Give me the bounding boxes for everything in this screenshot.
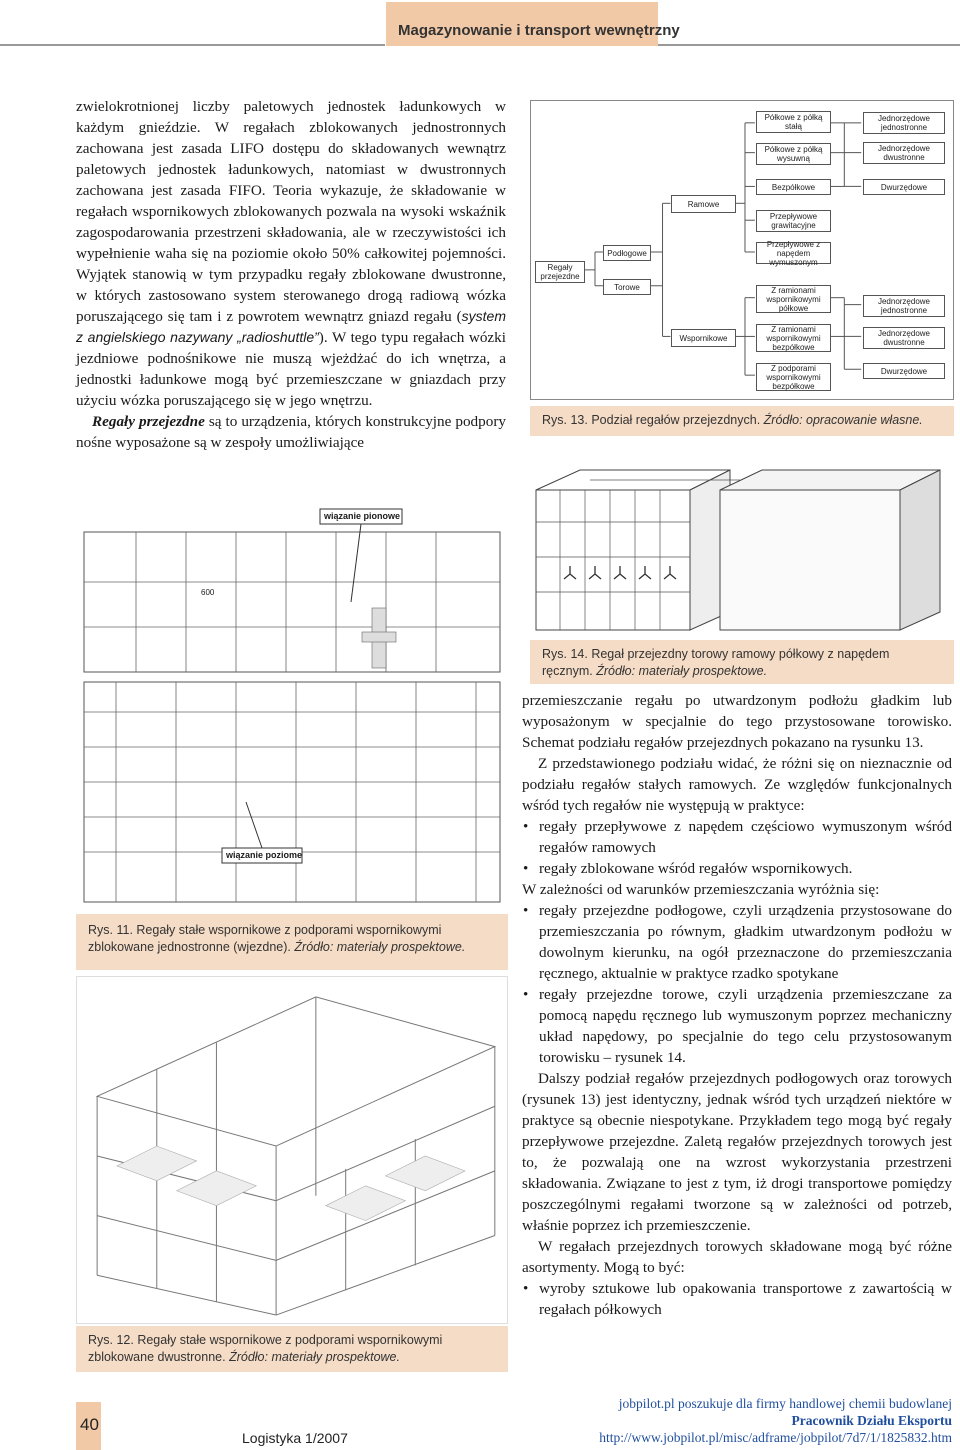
paragraph bbox=[76, 411, 506, 453]
text: są to urządzenia, których konstrukcyjne podpory nośne wyposażone są w zespoły umożliwiające bbox=[76, 413, 506, 451]
caption-text: Rys. 12. Regały stałe wspornikowe z podporami wspornikowymi zblokowane dwustronne. bbox=[88, 1333, 443, 1364]
node-bezpolkowe: Bezpółkowe bbox=[756, 179, 831, 195]
journal-name: Logistyka 1/2007 bbox=[242, 1430, 348, 1446]
caption-source: Źródło: materiały prospektowe. bbox=[294, 940, 466, 954]
advert-line: jobpilot.pl poszukuje dla firmy handlowej chemii budowlanej bbox=[618, 1396, 952, 1411]
node-jednorzedowe-jednostronne: Jednorzędowe jednostronne bbox=[863, 295, 945, 317]
bullet-list bbox=[522, 1278, 952, 1320]
paragraph: Z przedstawionego podziału widać, że różni się on nieznacznie od podziału regałów stałych ramowych. Ze względów funkcjonalnych wśród tych regałów nie występują w praktyce: bbox=[522, 755, 952, 814]
node-przeplywowe-naped: Przepływowe z napędem wymuszonym bbox=[756, 242, 831, 264]
node-jednorzedowe-dwustronne: Jednorzędowe dwustronne bbox=[863, 327, 945, 349]
section-title: Magazynowanie i transport wewnętrzny bbox=[398, 22, 680, 39]
header-rule-left bbox=[0, 44, 385, 46]
label-horizontal-bracing: wiązanie poziome bbox=[226, 850, 303, 860]
node-polkowe-wysuwna: Półkowe z półką wysuwną bbox=[756, 143, 831, 165]
figure-11-drive-in-rack bbox=[76, 502, 508, 912]
left-column-text bbox=[76, 96, 506, 453]
caption-text: Rys. 13. Podział regałów przejezdnych. bbox=[542, 413, 761, 427]
caption-source: Źródło: opracowanie własne. bbox=[763, 413, 923, 427]
mobile-rack-drawing bbox=[530, 462, 954, 634]
advert-link[interactable]: http://www.jobpilot.pl/misc/adframe/jobpilot/7d7/1/1825832.htm bbox=[599, 1430, 952, 1445]
figure-12-caption bbox=[76, 1326, 508, 1372]
text: zwielokrotnionej liczby paletowych jednostek ładunkowych w każdym gnieździe. W regałach zblokowanych jednostronnych zachowana jest zasada LIFO dostępu do składowanych wewnątrz paletowych jednostek ładunkowych, natomiast w dwustronnych zachowana jest zasada FIFO. Teoria wykazuje, że składowanie w regałach wspornikowych zblokowanych pozwala na wysoki wskaźnik zagospodarowania przestrzeni składowania, ale w rzeczywistości ich wypełnienie waha się na poziomie około 50% całkowitej pojemności. Wyjątek stanowią w tym przypadku regały zblokowane dwustronne, w których zastosowano system sterowanego drogą radiową wózka poruszającego się tam i z powrotem wewnątrz gniazd regału ( bbox=[76, 98, 506, 325]
advert-position: Pracownik Działu Eksportu bbox=[791, 1413, 952, 1428]
node-wspornikowe: Wspornikowe bbox=[671, 329, 736, 347]
figure-14-caption bbox=[530, 640, 954, 684]
caption-source: Źródło: materiały prospektowe. bbox=[229, 1350, 400, 1364]
node-podlogowe: Podłogowe bbox=[603, 245, 651, 261]
label-dimension: 600 bbox=[201, 588, 215, 597]
node-dwurzedowe: Dwurzędowe bbox=[863, 179, 945, 195]
page-number: 40 bbox=[80, 1415, 99, 1434]
text-italic: system z angielskiego nazywany „radioshuttle” bbox=[76, 308, 506, 345]
caption-text: Rys. 11. Regały stałe wspornikowe z podporami wspornikowymi zblokowane jednostronne (wjezdne). bbox=[88, 923, 442, 954]
node-jednorzedowe-jednostronne: Jednorzędowe jednostronne bbox=[863, 112, 945, 134]
bullet-list bbox=[522, 816, 952, 879]
paragraph: W zależności od warunków przemieszczania wyróżnia się: bbox=[522, 881, 880, 898]
node-ramowe: Ramowe bbox=[671, 195, 736, 213]
right-column-text bbox=[522, 690, 952, 1320]
paragraph: przemieszczanie regału po utwardzonym podłożu gładkim lub wyposażonym w specjalnie do tego przystosowane torowisko. Schemat podziału regałów przejezdnych pokazano na rysunku 13. bbox=[522, 692, 952, 751]
figure-14-mobile-rack bbox=[530, 462, 954, 634]
list-item: • wyroby sztukowe lub opakowania transportowe z zawartością w regałach półkowych bbox=[522, 1278, 952, 1320]
node-torowe: Torowe bbox=[603, 279, 651, 295]
paragraph: W regałach przejezdnych torowych składowane mogą być różne asortymenty. Mogą to być: bbox=[522, 1238, 952, 1276]
node-ramiona-bezpolkowe: Z ramionami wspornikowymi bezpółkowe bbox=[756, 324, 831, 352]
caption-text: Rys. 14. Regał przejezdny torowy ramowy półkowy z napędem ręcznym. bbox=[542, 647, 890, 678]
term-bold: Regały przejezdne bbox=[92, 413, 205, 430]
paragraph: Dalszy podział regałów przejezdnych podłogowych oraz torowych (rysunek 13) jest identyczny, jednak wśród tych urządzeń niektóre w praktyce są obecnie niespotykane. Przykładem tego mogą być regały przepływowe przejezdne. Zaletą regałów przejezdnych torowych jest to, że pozwalają one na wzrost wykorzystania przestrzeni składowania. Związane to jest z tym, iż drogi transportowe pomiędzy poszczególnymi regałami tworzone są w zależności od potrzeb, właśnie poprzez ich przemieszczenie. bbox=[522, 1070, 952, 1234]
label-vertical-bracing: wiązanie pionowe bbox=[324, 511, 401, 521]
node-polkowe-stala: Półkowe z półką stałą bbox=[756, 111, 831, 133]
node-dwurzedowe: Dwurzędowe bbox=[863, 363, 945, 379]
node-podpory-bezpolkowe: Z podporami wspornikowymi bezpółkowe bbox=[756, 363, 831, 391]
figure-13-diagram bbox=[530, 100, 954, 400]
text: ). W tego typu regałach wózki jezdniowe podnośnikowe nie muszą wjeżdżać do ich wnętrza, a jednostki ładunkowe mogą być przemieszczane w gniazdach przy użyciu wózka poruszającego się w jego wnętrzu. bbox=[76, 329, 506, 409]
figure-11-caption bbox=[76, 914, 508, 970]
figure-12-drive-through-rack bbox=[76, 976, 508, 1324]
list-item: • regały zblokowane wśród regałów wspornikowych. bbox=[522, 858, 952, 879]
caption-source: Źródło: materiały prospektowe. bbox=[596, 664, 768, 678]
list-item: • regały przejezdne podłogowe, czyli urządzenia przystosowane do przemieszczania po równym, gładkim utwardzonym podłożu w dowolnym kierunku, na ogół przeznaczone do przemieszczania ręcznego, aktualnie w praktyce rzadko spotykane bbox=[522, 900, 952, 984]
node-ramiona-polkowe: Z ramionami wspornikowymi półkowe bbox=[756, 285, 831, 313]
paragraph bbox=[76, 96, 506, 411]
job-advert[interactable] bbox=[599, 1395, 952, 1446]
node-root: Regały przejezdne bbox=[535, 261, 585, 283]
header-rule-right bbox=[658, 44, 960, 46]
figure-13-caption bbox=[530, 406, 954, 436]
bullet-list bbox=[522, 900, 952, 1068]
drive-through-rack-drawing bbox=[77, 977, 507, 1323]
node-jednorzedowe-dwustronne: Jednorzędowe dwustronne bbox=[863, 142, 945, 164]
list-item: • regały przejezdne torowe, czyli urządzenia przemieszczane za pomocą napędu ręcznego lub wymuszonym poprzez mechaniczny układ napędowy, po specjalnie do tego celu przystosowanym torowisku – rysunek 14. bbox=[522, 984, 952, 1068]
list-item: • regały przepływowe z napędem częściowo wymuszonym wśród regałów ramowych bbox=[522, 816, 952, 858]
node-przeplywowe-grawitacyjne: Przepływowe grawitacyjne bbox=[756, 210, 831, 232]
